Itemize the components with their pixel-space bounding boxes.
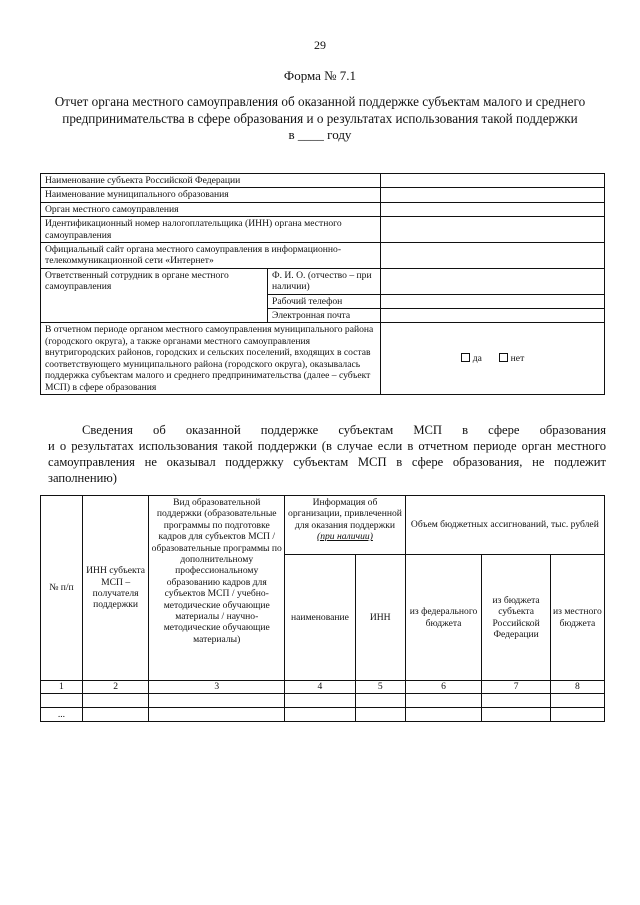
info-row: [41, 268, 605, 294]
table-cell[interactable]: [82, 694, 148, 708]
header-org-text: Информация об организации, привлеченной для оказания поддержки: [288, 497, 402, 531]
header-row: [41, 496, 605, 555]
info-label: Идентификационный номер налогоплательщика (ИНН) органа местного самоуправления: [41, 217, 381, 243]
page-number: 29: [314, 38, 326, 52]
column-number-row: [41, 681, 605, 694]
info-value-field[interactable]: [381, 202, 605, 216]
section-heading: [48, 422, 606, 486]
column-number: 8: [550, 681, 604, 694]
info-row: [41, 202, 605, 216]
responsible-field-label: Электронная почта: [268, 309, 381, 323]
responsible-email-field[interactable]: [381, 309, 605, 323]
table-cell[interactable]: [405, 694, 482, 708]
column-number: 6: [405, 681, 482, 694]
table-cell[interactable]: [405, 708, 482, 722]
info-value-field[interactable]: [381, 188, 605, 202]
info-label: Орган местного самоуправления: [41, 202, 381, 216]
yes-label: да: [472, 352, 482, 364]
info-label: Официальный сайт органа местного самоуправления в информационно-телекоммуникационной сети «Интернет»: [41, 243, 381, 269]
table-cell[interactable]: [41, 694, 83, 708]
table-cell[interactable]: [149, 708, 285, 722]
info-row: [41, 243, 605, 269]
table-cell[interactable]: [482, 694, 550, 708]
column-number: 3: [149, 681, 285, 694]
no-checkbox[interactable]: [499, 353, 508, 362]
column-number: 7: [482, 681, 550, 694]
header-inn: ИНН субъекта МСП – получателя поддержки: [82, 496, 148, 681]
column-number: 5: [355, 681, 405, 694]
ellipsis-cell: ...: [41, 708, 83, 722]
table-cell[interactable]: [482, 708, 550, 722]
info-label: Наименование субъекта Российской Федерации: [41, 174, 381, 188]
table-cell[interactable]: [82, 708, 148, 722]
no-label: нет: [510, 352, 525, 364]
table-cell[interactable]: [550, 708, 604, 722]
info-value-field[interactable]: [381, 174, 605, 188]
report-title: Отчет органа местного самоуправления об оказанной поддержке субъектам малого и среднего предпринимательства в сфере образования и о результатах использования такой поддержки: [54, 94, 586, 126]
responsible-field-label: Ф. И. О. (отчество – при наличии): [268, 268, 381, 294]
info-table: [40, 173, 605, 395]
support-data-table: [40, 495, 605, 722]
table-row: [41, 708, 605, 722]
header-num: № п/п: [41, 496, 83, 681]
responsible-phone-field[interactable]: [381, 294, 605, 308]
yes-checkbox[interactable]: [461, 353, 470, 362]
column-number: 1: [41, 681, 83, 694]
responsible-label: Ответственный сотрудник в органе местного самоуправления: [41, 268, 268, 323]
table-cell[interactable]: [355, 708, 405, 722]
info-row: [41, 188, 605, 202]
info-row: [41, 217, 605, 243]
table-cell[interactable]: [285, 694, 356, 708]
header-regional: из бюджета субъекта Российской Федерации: [482, 555, 550, 681]
form-title: Форма № 7.1: [283, 68, 357, 83]
table-cell[interactable]: [149, 694, 285, 708]
support-answer-cell: [381, 323, 605, 394]
table-row: [41, 694, 605, 708]
header-org-name: наименование: [285, 555, 356, 681]
info-value-field[interactable]: [381, 217, 605, 243]
header-support-type: Вид образовательной поддержки (образовательные программы по подготовке кадров для субъектов МСП / образовательные программы по дополнительному профессиональному образованию кадров для субъектов МСП / учебно-методические обучающие материалы / научно-методические обучающие материалы): [149, 496, 285, 681]
header-org-note: (при наличии): [317, 531, 373, 543]
section-heading-line: Сведения об оказанной поддержке субъектам МСП в сфере образования: [82, 423, 606, 437]
header-federal: из федерального бюджета: [405, 555, 482, 681]
header-org: [285, 496, 406, 555]
info-row: [41, 174, 605, 188]
support-question: В отчетном периоде органом местного самоуправления муниципального района (городского округа), а также органами местного самоуправления внутригородских районов, городских и сельских поселений, входящих в состав соответствующего муниципального района (городского округа), оказывалась поддержка субъектам малого и среднего предпринимательства (далее – субъект МСП) в сфере образования: [41, 323, 381, 394]
info-value-field[interactable]: [381, 243, 605, 269]
column-number: 4: [285, 681, 356, 694]
info-row: [41, 323, 605, 394]
column-number: 2: [82, 681, 148, 694]
responsible-field-label: Рабочий телефон: [268, 294, 381, 308]
section-heading-rest: и о результатах использования такой поддержки (в случае если в отчетном периоде орган местного самоуправления не оказывал поддержку субъектам МСП в сфере образования, не подлежит заполнению): [48, 439, 606, 485]
info-label: Наименование муниципального образования: [41, 188, 381, 202]
header-local: из местного бюджета: [550, 555, 604, 681]
header-org-inn: ИНН: [355, 555, 405, 681]
header-budget: Объем бюджетных ассигнований, тыс. рублей: [405, 496, 604, 555]
table-cell[interactable]: [285, 708, 356, 722]
year-line: в ____ году: [288, 127, 352, 142]
responsible-name-field[interactable]: [381, 268, 605, 294]
table-cell[interactable]: [550, 694, 604, 708]
table-cell[interactable]: [355, 694, 405, 708]
